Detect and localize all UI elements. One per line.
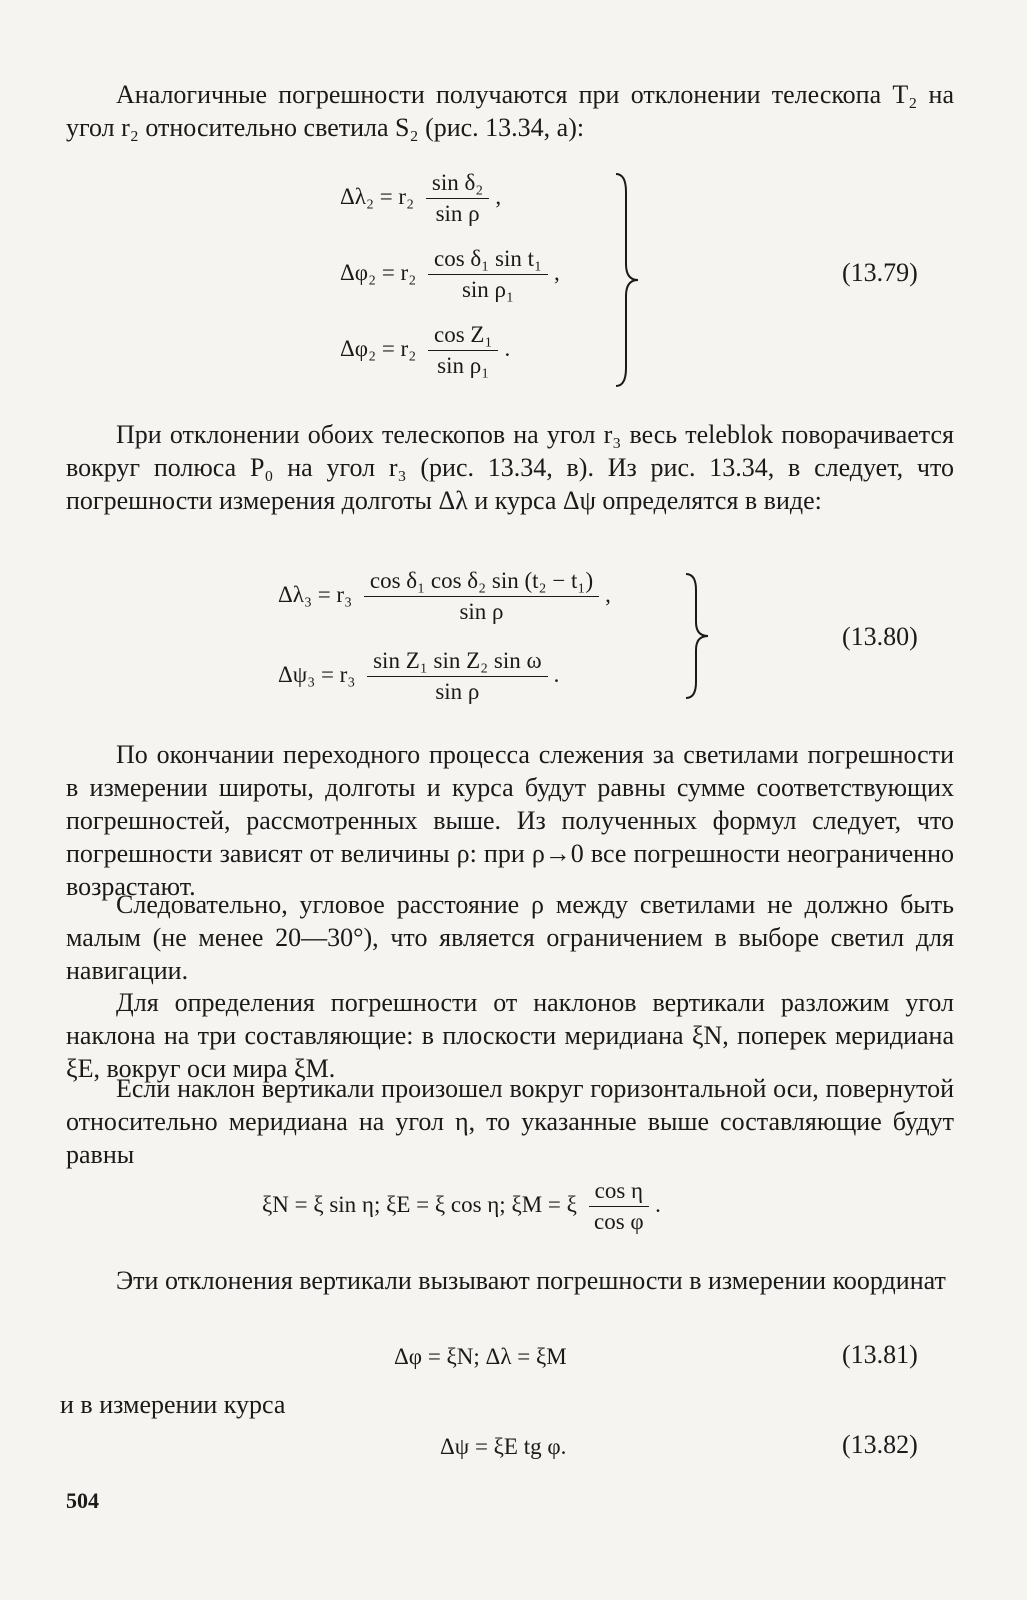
denominator: sin ρ xyxy=(435,679,480,704)
eq-13-81: Δφ = ξN; Δλ = ξM xyxy=(394,1344,567,1369)
denominator: cos φ xyxy=(594,1209,644,1234)
denominator: sin ρ₁ xyxy=(461,277,515,302)
fraction xyxy=(367,648,548,705)
fraction xyxy=(426,170,489,227)
eq-13-82: Δψ = ξE tg φ. xyxy=(440,1434,567,1459)
paragraph-1: Аналогичные погрешности получаются при отклонении телескопа T₂ на угол r₂ относительно светила S₂ (рис. 13.34, а): xyxy=(66,80,954,142)
equation-number: (13.80) xyxy=(842,622,918,651)
equation-number: (13.79) xyxy=(842,258,918,287)
eq-lhs: Δλ₃ = r₃ xyxy=(278,581,353,607)
paragraph-3: По окончании переходного процесса слежения за светилами погрешности в измерении широты, долготы и курса будут равны сумме соответствующих погрешностей, рассмотренных выше. Из полученных формул следует, что погрешности зависят от величины ρ: при ρ→0 все погрешности неограниченно возрастают. xyxy=(66,740,954,901)
eq-13-79-line-3: Δφ₂ = r₂ $\frac{\text{cos Z₁}}{\text{sin ρ₁}}$ . xyxy=(340,322,511,378)
eq-13-79-line-1: Δλ₂ = r₂ $\frac{\text{sin δ₂}}{\text{sin ρ}}$ , xyxy=(340,170,502,226)
eq-lhs: Δφ₂ = r₂ xyxy=(340,259,417,285)
fraction xyxy=(589,1178,649,1235)
right-brace-icon xyxy=(612,172,642,388)
eq-lhs: Δφ₂ = r₂ xyxy=(340,335,417,361)
paragraph-2: При отклонении обоих телескопов на угол r₃ весь теleblok поворачивается вокруг полюса P₀ на угол r₃ (рис. 13.34, в). Из рис. 13.34, в следует, что погрешности измерения долготы Δλ и курса Δψ определятся в виде: xyxy=(66,420,954,515)
eq-lhs: Δψ₃ = r₃ xyxy=(278,661,356,687)
numerator: cos δ₁ cos δ₂ sin (t₂ − t₁) xyxy=(364,568,599,597)
numerator: cos Z₁ xyxy=(428,322,498,351)
paragraph-6: Если наклон вертикали произошел вокруг горизонтальной оси, повернутой относительно меридиана на угол η, то указанные выше составляющие будут равны xyxy=(66,1074,954,1169)
numerator: cos η xyxy=(589,1178,649,1207)
paragraph-7: Эти отклонения вертикали вызывают погрешности в измерении координат xyxy=(116,1266,946,1295)
denominator: sin ρ xyxy=(435,201,480,226)
denominator: sin ρ xyxy=(459,599,504,624)
fraction xyxy=(364,568,599,625)
paragraph-5: Для определения погрешности от наклонов вертикали разложим угол наклона на три составляющие: в плоскости меридиана ξN, поперек меридиана ξE, вокруг оси мира ξM. xyxy=(66,988,954,1083)
numerator: sin δ₂ xyxy=(426,170,489,199)
numerator: cos δ₁ sin t₁ xyxy=(428,246,548,275)
numerator: sin Z₁ sin Z₂ sin ω xyxy=(367,648,548,677)
equation-number: (13.81) xyxy=(842,1340,918,1369)
fraction xyxy=(428,246,548,303)
denominator: sin ρ₁ xyxy=(437,353,490,378)
eq-lhs: Δλ₂ = r₂ xyxy=(340,183,415,209)
eq-13-79-line-2: Δφ₂ = r₂ $\frac{\text{cos δ₁ sin t₁}}{\text{sin ρ₁}}$ , xyxy=(340,246,560,302)
xi-components-equation: ξN = ξ sin η; ξE = ξ cos η; ξM = ξ $\frac{\text{cos η}}{\text{cos φ}}$ . xyxy=(262,1178,661,1234)
fraction xyxy=(428,322,498,379)
equation-number: (13.82) xyxy=(842,1430,918,1459)
page-number: 504 xyxy=(66,1488,99,1513)
paragraph-4: Следовательно, угловое расстояние ρ между светилами не должно быть малым (не менее 20—30°), что является ограничением в выборе светил для навигации. xyxy=(66,890,954,985)
right-brace-icon xyxy=(682,572,712,700)
eq-lhs: ξN = ξ sin η; ξE = ξ cos η; ξM = ξ xyxy=(262,1191,577,1217)
eq-13-80-line-1: Δλ₃ = r₃ $\frac{\text{cos δ₁ cos δ₂ sin (t₂ − t₁)}}{\text{sin ρ}}$ , xyxy=(278,568,611,624)
paragraph-8: и в измерении курса xyxy=(60,1390,286,1419)
eq-13-80-line-2: Δψ₃ = r₃ $\frac{\text{sin Z₁ sin Z₂ sin ω}}{\text{sin ρ}}$ . xyxy=(278,648,560,704)
